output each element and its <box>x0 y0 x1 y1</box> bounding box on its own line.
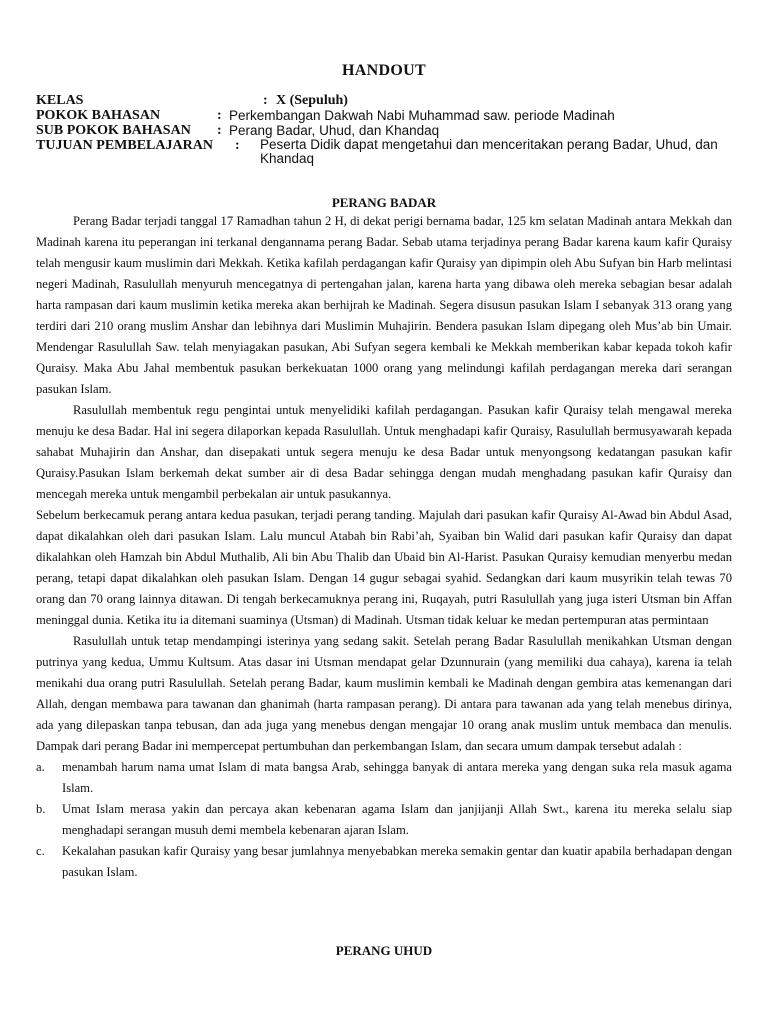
sub-pokok-bahasan-separator: : <box>217 123 222 138</box>
list-marker: a. <box>36 760 45 774</box>
paragraph: Perang Badar terjadi tanggal 17 Ramadhan tahun 2 H, di dekat perigi bernama badar, 125 km selatan Madinah antara Mekkah dan Madinah karena itu peperangan ini terkanal dengannama perang Badar. Sebab utama terjadinya perang Badar karena kaum kafir Quraisy telah mengusir kaum muslimin dari Mekkah. Ketika kafilah perdagangan kafir Quraisy yan dipimpin oleh Abu Sufyan bin Harb melintasi negeri Madinah, Rasulullah menyuruh mencegatnya di pertengahan jalan, karena harta yang dibawa oleh mereka sebagian besar adalah harta rampasan dari kaum muslimin ketika mereka akan berhijrah ke Madinah. Segera disusun pasukan Islam I sebanyak 313 orang yang terdiri dari 210 orang muslim Anshar dan lebihnya dari Muslimin Muhajirin. Bendera pasukan Islam dipegang oleh Mus’ab bin Umair. Mendengar Rasulullah Saw. telah menyiagakan pasukan, Abi Sufyan segera kembali ke Mekkah memberikan kabar kepada tokoh kafir Quraisy. Maka Abu Jahal membentuk pasukan berkekuatan 1000 orang yang melindungi kafilah perdagangan mereka dari serangan pasukan Islam. <box>36 214 732 396</box>
list-item <box>36 757 732 799</box>
meta-row-sub <box>36 123 732 138</box>
document-body <box>36 211 732 883</box>
pokok-bahasan-label: POKOK BAHASAN <box>36 108 161 123</box>
list-item <box>36 799 732 841</box>
meta-row-tujuan <box>36 138 732 168</box>
list-marker: c. <box>36 844 45 858</box>
sub-pokok-bahasan-label: SUB POKOK BAHASAN <box>36 123 191 138</box>
list-item-text: Kekalahan pasukan kafir Quraisy yang besar jumlahnya menyebabkan mereka semakin gentar dan kuatir apabila berhadapan dengan pasukan Islam. <box>62 844 732 879</box>
section-heading-perang-badar: PERANG BADAR <box>331 195 437 210</box>
impact-list <box>36 757 732 883</box>
meta-row-kelas <box>36 93 732 108</box>
pokok-bahasan-value: Perkembangan Dakwah Nabi Muhammad saw. periode Madinah <box>229 108 615 123</box>
list-item-text: Umat Islam merasa yakin dan percaya akan kebenaran agama Islam dan janjijanji Allah Swt., karena itu mereka selalu siap menghadapi serangan musuh demi membela kebenaran ajaran Islam. <box>62 802 732 837</box>
kelas-label: KELAS <box>36 93 84 108</box>
tujuan-pembelajaran-label: TUJUAN PEMBELAJARAN <box>36 138 213 153</box>
pokok-bahasan-separator: : <box>217 108 222 123</box>
tujuan-pembelajaran-value: Peserta Didik dapat mengetahui dan menceritakan perang Badar, Uhud, dan Khandaq <box>260 137 718 166</box>
kelas-separator: : <box>263 93 268 108</box>
list-item-text: menambah harum nama umat Islam di mata bangsa Arab, sehingga banyak di antara mereka yang dengan suka rela masuk agama Islam. <box>62 760 732 795</box>
meta-row-pokok <box>36 108 732 123</box>
metadata-block <box>36 93 732 168</box>
kelas-value: X (Sepuluh) <box>276 93 348 108</box>
list-marker: b. <box>36 802 46 816</box>
paragraph: Sebelum berkecamuk perang antara kedua pasukan, terjadi perang tanding. Majulah dari pasukan kafir Quraisy Al-Awad bin Abdul Asad, dapat dikalahkan oleh dari pasukan Islam. Lalu muncul Atabah bin Rabi’ah, Syaiban bin Walid dari pasukan kafir Quraisy dan dapat dikalahkan oleh Hamzah bin Abdul Muthalib, Ali bin Abu Thalib dan Ubaid bin Al-Harist. Pasukan Quraisy kemudian menyerbu medan perang, tetapi dapat dikalahkan oleh pasukan Islam. Dengan 14 gugur sebagai syahid. Sedangkan dari kaum musyrikin telah tewas 70 orang dan 70 orang lainnya ditawan. Di tengah berkecamuknya perang ini, Ruqayah, putri Rasulullah yang juga isteri Utsman bin Affan meninggal dunia. Ketika itu ia ditemani suaminya (Utsman) di Madinah. Utsman tidak keluar ke medan pertempuran atas permintaan <box>36 508 732 627</box>
document-title: HANDOUT <box>342 62 426 79</box>
tujuan-pembelajaran-separator: : <box>235 138 240 153</box>
paragraph: Rasulullah untuk tetap mendampingi isterinya yang sedang sakit. Setelah perang Badar Rasulullah menikahkan Utsman dengan putrinya yang kedua, Ummu Kultsum. Atas dasar ini Utsman mendapat gelar Dzunnurain (yang memiliki dua cahaya), karena ia telah menikahi dua orang putri Rasulullah. Setelah perang Badar, kaum muslimin kembali ke Madinah dengan gembira atas kemenangan dari Allah, dengan membawa para tawanan dan ghanimah (harta rampasan perang). Di antara para tawanan ada yang telah menebus dirinya, ada yang dilepaskan tanpa tebusan, dan ada juga yang menebus dengan mengajar 10 orang anak muslim untuk membaca dan menulis. Dampak dari perang Badar ini mempercepat pertumbuhan dan perkembangan Islam, dan secara umum dampak tersebut adalah : <box>36 634 732 753</box>
paragraph: Rasulullah membentuk regu pengintai untuk menyelidiki kafilah perdagangan. Pasukan kafir Quraisy telah mengawal mereka menuju ke desa Badar. Hal ini segera dilaporkan kepada Rasulullah. Untuk menghadapi kafir Quraisy, Rasulullah bermusyawarah kepada sahabat Muhajirin dan Anshar, dan disepakati untuk segera menuju ke desa Badar untuk menyongsong kedatangan pasukan kafir Quraisy.Pasukan Islam berkemah dekat sumber air di desa Badar sehingga dengan mudah menghadang pasukan kafir Quraisy dan mencegah mereka untuk mengambil perbekalan air untuk pasukannya. <box>36 403 732 501</box>
sub-pokok-bahasan-value: Perang Badar, Uhud, dan Khandaq <box>229 123 440 138</box>
section-heading-perang-uhud: PERANG UHUD <box>335 943 433 958</box>
list-item <box>36 841 732 883</box>
